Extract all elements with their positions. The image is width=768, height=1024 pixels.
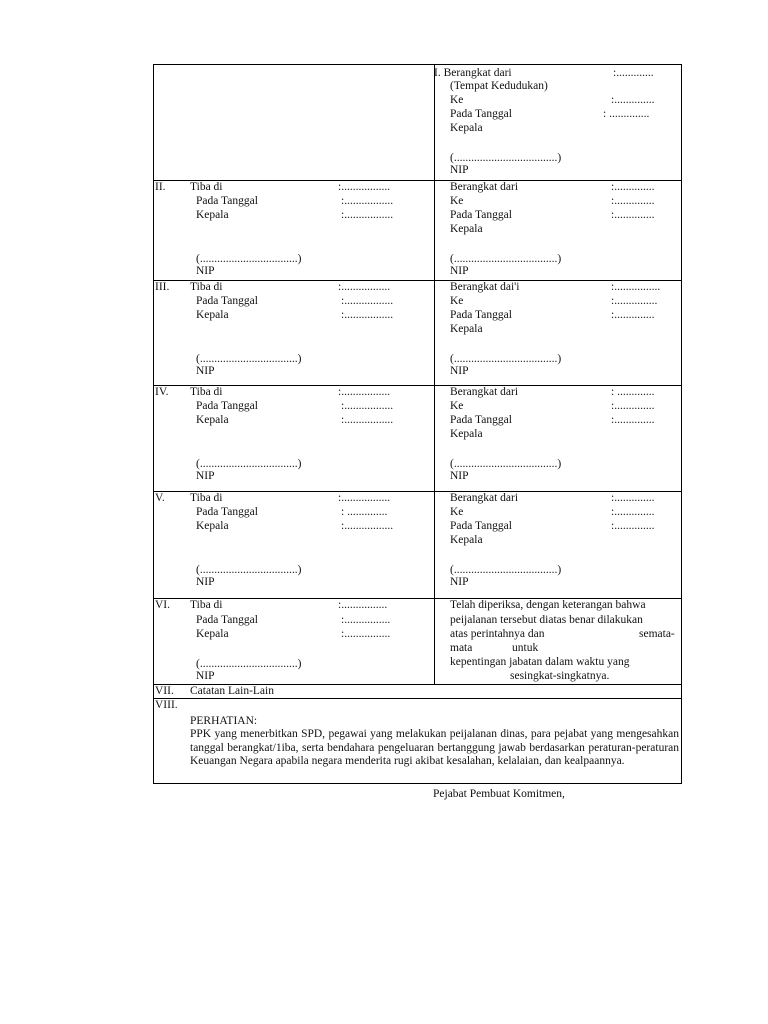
catatan-label: Catatan Lain-Lain xyxy=(190,685,274,697)
column-divider xyxy=(434,65,435,684)
ke-dots: :.............. xyxy=(611,195,655,207)
tanggal-dots: : .............. xyxy=(341,506,388,518)
nip-label: NIP xyxy=(196,470,215,482)
verification-line-4a: mata xyxy=(450,642,473,654)
kepala-dots: :................ xyxy=(341,628,391,640)
tanggal-label: Pada Tanggal xyxy=(450,520,512,532)
signature-line: (....................................) xyxy=(450,458,562,470)
verification-line-4b: untuk xyxy=(512,642,539,654)
ke-label: Ke xyxy=(450,94,464,106)
kepala-dots: :................. xyxy=(341,414,394,426)
row-number: IV. xyxy=(155,386,169,398)
perhatian-body: PPK yang menerbitkan SPD, pegawai yang melakukan peijalanan dinas, para pejabat yang mengesahkan tanggal berangkat/1iba, serta bendahara pengeluaran bertanggung jawab berdasarkan peraturan-peraturan Keuangan Negara apabila negara menderita rugi akibat kesalahan, kelalaian, dan kealpaannya. xyxy=(190,728,679,767)
ke-dots: :.............. xyxy=(611,506,655,518)
verification-line-5: kepentingan jabatan dalam waktu yang xyxy=(450,656,630,668)
tanggal-label: Pada Tanggal xyxy=(450,309,512,321)
tempat-label: (Tempat Kedudukan) xyxy=(450,80,548,92)
row-divider xyxy=(154,280,681,281)
nip-label: NIP xyxy=(450,470,469,482)
signature-line: (..................................) xyxy=(196,658,302,670)
row-number: V. xyxy=(155,492,165,504)
tanggal-dots: :................. xyxy=(341,195,394,207)
nip-label: NIP xyxy=(196,265,215,277)
nip-label: NIP xyxy=(450,365,469,377)
berangkat-label: I. Berangkat dari xyxy=(434,67,512,79)
row-divider xyxy=(154,180,681,181)
tanggal-dots: : .............. xyxy=(603,108,650,120)
signature-line: (..................................) xyxy=(196,253,302,265)
berangkat-dots: : ............. xyxy=(611,386,655,398)
berangkat-label: Berangkat dari xyxy=(450,181,519,193)
row-number: II. xyxy=(155,181,166,193)
row-divider xyxy=(154,698,681,699)
kepala-label: Kepala xyxy=(196,628,229,640)
tanggal-label: Pada Tanggal xyxy=(196,195,258,207)
tanggal-dots: :................. xyxy=(341,400,394,412)
tanggal-dots: :.............. xyxy=(611,414,655,426)
signature-line: (..................................) xyxy=(196,458,302,470)
tanggal-label: Pada Tanggal xyxy=(450,209,512,221)
kepala-label: Kepala xyxy=(450,122,483,134)
kepala-label: Kepala xyxy=(450,428,483,440)
ke-dots: :.............. xyxy=(611,94,655,106)
nip-label: NIP xyxy=(450,164,469,176)
kepala-label: Kepala xyxy=(196,209,229,221)
tiba-dots: :................. xyxy=(338,281,391,293)
kepala-label: Kepala xyxy=(450,534,483,546)
verification-line-3a: atas perintahnya dan xyxy=(450,628,545,640)
berangkat-label: Berangkat dari xyxy=(450,492,519,504)
tiba-dots: :................. xyxy=(338,492,391,504)
tiba-label: Tiba di xyxy=(190,281,223,293)
ke-label: Ke xyxy=(450,400,464,412)
kepala-label: Kepala xyxy=(450,223,483,235)
tiba-dots: :................. xyxy=(338,386,391,398)
row-number: III. xyxy=(155,281,170,293)
signature-line: (..................................) xyxy=(196,564,302,576)
verification-line-6: sesingkat-singkatnya. xyxy=(510,670,610,682)
kepala-dots: :................. xyxy=(341,520,394,532)
tanggal-dots: :................ xyxy=(341,614,391,626)
row-number: VII. xyxy=(155,685,174,697)
row-number: VI. xyxy=(155,599,171,611)
kepala-label: Kepala xyxy=(196,414,229,426)
tiba-dots: :................. xyxy=(338,181,391,193)
signature-line: (....................................) xyxy=(450,152,562,164)
tiba-label: Tiba di xyxy=(190,181,223,193)
signature-line: (..................................) xyxy=(196,353,302,365)
tiba-dots: :................ xyxy=(338,599,388,611)
signer-title: Pejabat Pembuat Komitmen, xyxy=(433,788,565,800)
ke-label: Ke xyxy=(450,295,464,307)
nip-label: NIP xyxy=(450,576,469,588)
tanggal-label: Pada Tanggal xyxy=(196,614,258,626)
tiba-label: Tiba di xyxy=(190,492,223,504)
nip-label: NIP xyxy=(196,670,215,682)
row-divider xyxy=(154,385,681,386)
verification-line-3b: semata- xyxy=(639,628,675,640)
signature-line: (....................................) xyxy=(450,353,562,365)
tanggal-dots: :.............. xyxy=(611,520,655,532)
row-divider xyxy=(154,491,681,492)
row-number: VIII. xyxy=(155,699,178,711)
tanggal-dots: :.............. xyxy=(611,209,655,221)
ke-dots: :.............. xyxy=(611,400,655,412)
kepala-dots: :................. xyxy=(341,209,394,221)
tiba-label: Tiba di xyxy=(190,386,223,398)
tanggal-label: Pada Tanggal xyxy=(450,414,512,426)
signature-line: (....................................) xyxy=(450,564,562,576)
kepala-label: Kepala xyxy=(450,323,483,335)
signature-line: (....................................) xyxy=(450,253,562,265)
kepala-label: Kepala xyxy=(196,309,229,321)
nip-label: NIP xyxy=(196,576,215,588)
verification-text: Telah diperiksa, dengan keterangan bahwa xyxy=(450,599,646,611)
perhatian-heading: PERHATIAN: xyxy=(190,715,258,727)
tanggal-dots: :.............. xyxy=(611,309,655,321)
tiba-label: Tiba di xyxy=(190,599,223,611)
berangkat-dots: :................ xyxy=(611,281,661,293)
berangkat-label: Berangkat dai'i xyxy=(450,281,520,293)
ke-label: Ke xyxy=(450,506,464,518)
tanggal-dots: :................. xyxy=(341,295,394,307)
tanggal-label: Pada Tanggal xyxy=(196,506,258,518)
nip-label: NIP xyxy=(196,365,215,377)
nip-label: NIP xyxy=(450,265,469,277)
tanggal-label: Pada Tanggal xyxy=(196,400,258,412)
tanggal-label: Pada Tanggal xyxy=(196,295,258,307)
berangkat-dots: :............. xyxy=(613,67,654,79)
kepala-label: Kepala xyxy=(196,520,229,532)
berangkat-dots: :.............. xyxy=(611,492,655,504)
berangkat-dots: :.............. xyxy=(611,181,655,193)
spd-table xyxy=(153,64,682,784)
kepala-dots: :................. xyxy=(341,309,394,321)
ke-label: Ke xyxy=(450,195,464,207)
verification-line-1 xyxy=(450,599,679,612)
verification-line-2: peijalanan tersebut diatas benar dilakukan xyxy=(450,614,643,626)
berangkat-label: Berangkat dari xyxy=(450,386,519,398)
tanggal-label: Pada Tanggal xyxy=(450,108,512,120)
ke-dots: :............... xyxy=(611,295,658,307)
